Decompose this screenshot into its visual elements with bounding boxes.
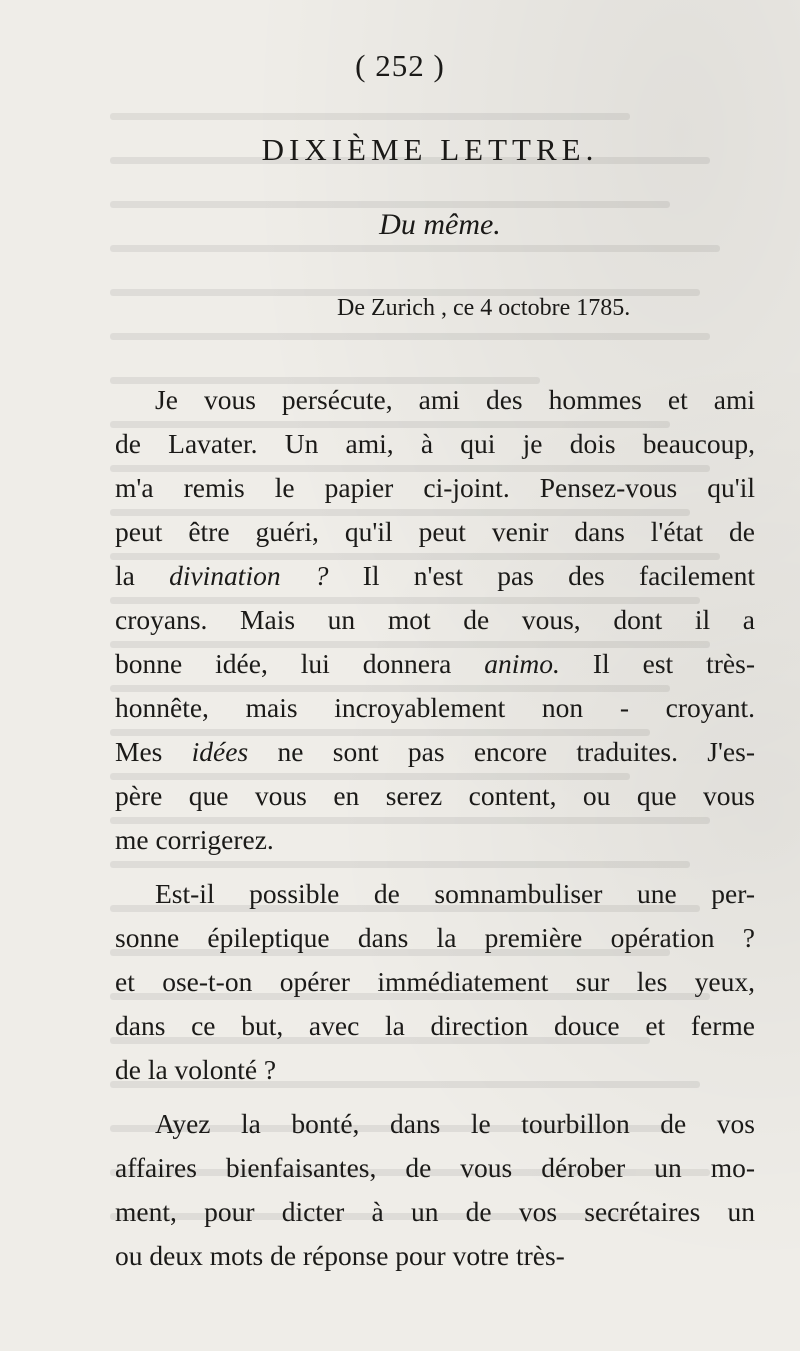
text-line xyxy=(115,916,755,960)
text-line xyxy=(115,1102,755,1146)
text-line xyxy=(115,818,755,862)
text-run: Il est très- xyxy=(559,648,755,679)
text-run: ment, pour dicter à un de vos secrétaires un xyxy=(115,1196,755,1227)
paragraph xyxy=(115,378,755,862)
dateline: De Zurich , ce 4 octobre 1785. xyxy=(337,295,631,321)
text-run: de la volonté ? xyxy=(115,1054,277,1085)
text-line xyxy=(115,774,755,818)
text-run: Je vous persécute, ami des hommes et ami xyxy=(155,384,755,415)
italic-text: animo. xyxy=(484,648,560,679)
text-run: honnête, mais incroyablement non - croyant. xyxy=(115,692,755,723)
text-line xyxy=(115,730,755,774)
text-run: la xyxy=(115,560,170,591)
text-run: dans ce but, avec la direction douce et ferme xyxy=(115,1010,755,1041)
text-line xyxy=(115,1048,755,1092)
text-line xyxy=(115,510,755,554)
text-run: Est-il possible de somnambuliser une per- xyxy=(155,878,755,909)
text-line xyxy=(115,1004,755,1048)
paragraph xyxy=(115,1102,755,1278)
text-line xyxy=(115,960,755,1004)
text-run: Ayez la bonté, dans le tourbillon de vos xyxy=(155,1108,755,1139)
text-run: bonne idée, lui donnera xyxy=(115,648,485,679)
text-run: de Lavater. Un ami, à qui je dois beaucoup, xyxy=(115,428,755,459)
text-line xyxy=(115,378,755,422)
text-line xyxy=(115,872,755,916)
text-run: me corrigerez. xyxy=(115,824,274,855)
italic-text: idées xyxy=(191,736,249,767)
text-run: croyans. Mais un mot de vous, dont il a xyxy=(115,604,755,635)
text-run: ou deux mots de réponse pour votre très- xyxy=(115,1240,565,1271)
text-line xyxy=(115,1146,755,1190)
text-run: m'a remis le papier ci-joint. Pensez-vous qu'il xyxy=(115,472,755,503)
letter-body xyxy=(115,378,755,1288)
text-run: ne sont pas encore traduites. J'es- xyxy=(248,736,755,767)
text-line xyxy=(115,642,755,686)
text-line xyxy=(115,422,755,466)
text-run: Il n'est pas des facilement xyxy=(328,560,755,591)
text-run: père que vous en serez content, ou que vous xyxy=(115,780,755,811)
letter-subheading: Du même. xyxy=(379,208,501,241)
letter-heading: DIXIÈME LETTRE. xyxy=(261,132,599,167)
text-line xyxy=(115,1190,755,1234)
text-run: sonne épileptique dans la première opération ? xyxy=(115,922,755,953)
text-run: et ose-t-on opérer immédiatement sur les yeux, xyxy=(115,966,755,997)
text-run: peut être guéri, qu'il peut venir dans l'état de xyxy=(115,516,755,547)
text-run: affaires bienfaisantes, de vous dérober un mo- xyxy=(115,1152,755,1183)
text-line xyxy=(115,554,755,598)
text-line xyxy=(115,1234,755,1278)
page-number: ( 252 ) xyxy=(355,48,445,83)
text-line xyxy=(115,686,755,730)
text-line xyxy=(115,466,755,510)
text-line xyxy=(115,598,755,642)
text-run: Mes xyxy=(115,736,192,767)
italic-text: divination ? xyxy=(169,560,329,591)
paragraph xyxy=(115,872,755,1092)
